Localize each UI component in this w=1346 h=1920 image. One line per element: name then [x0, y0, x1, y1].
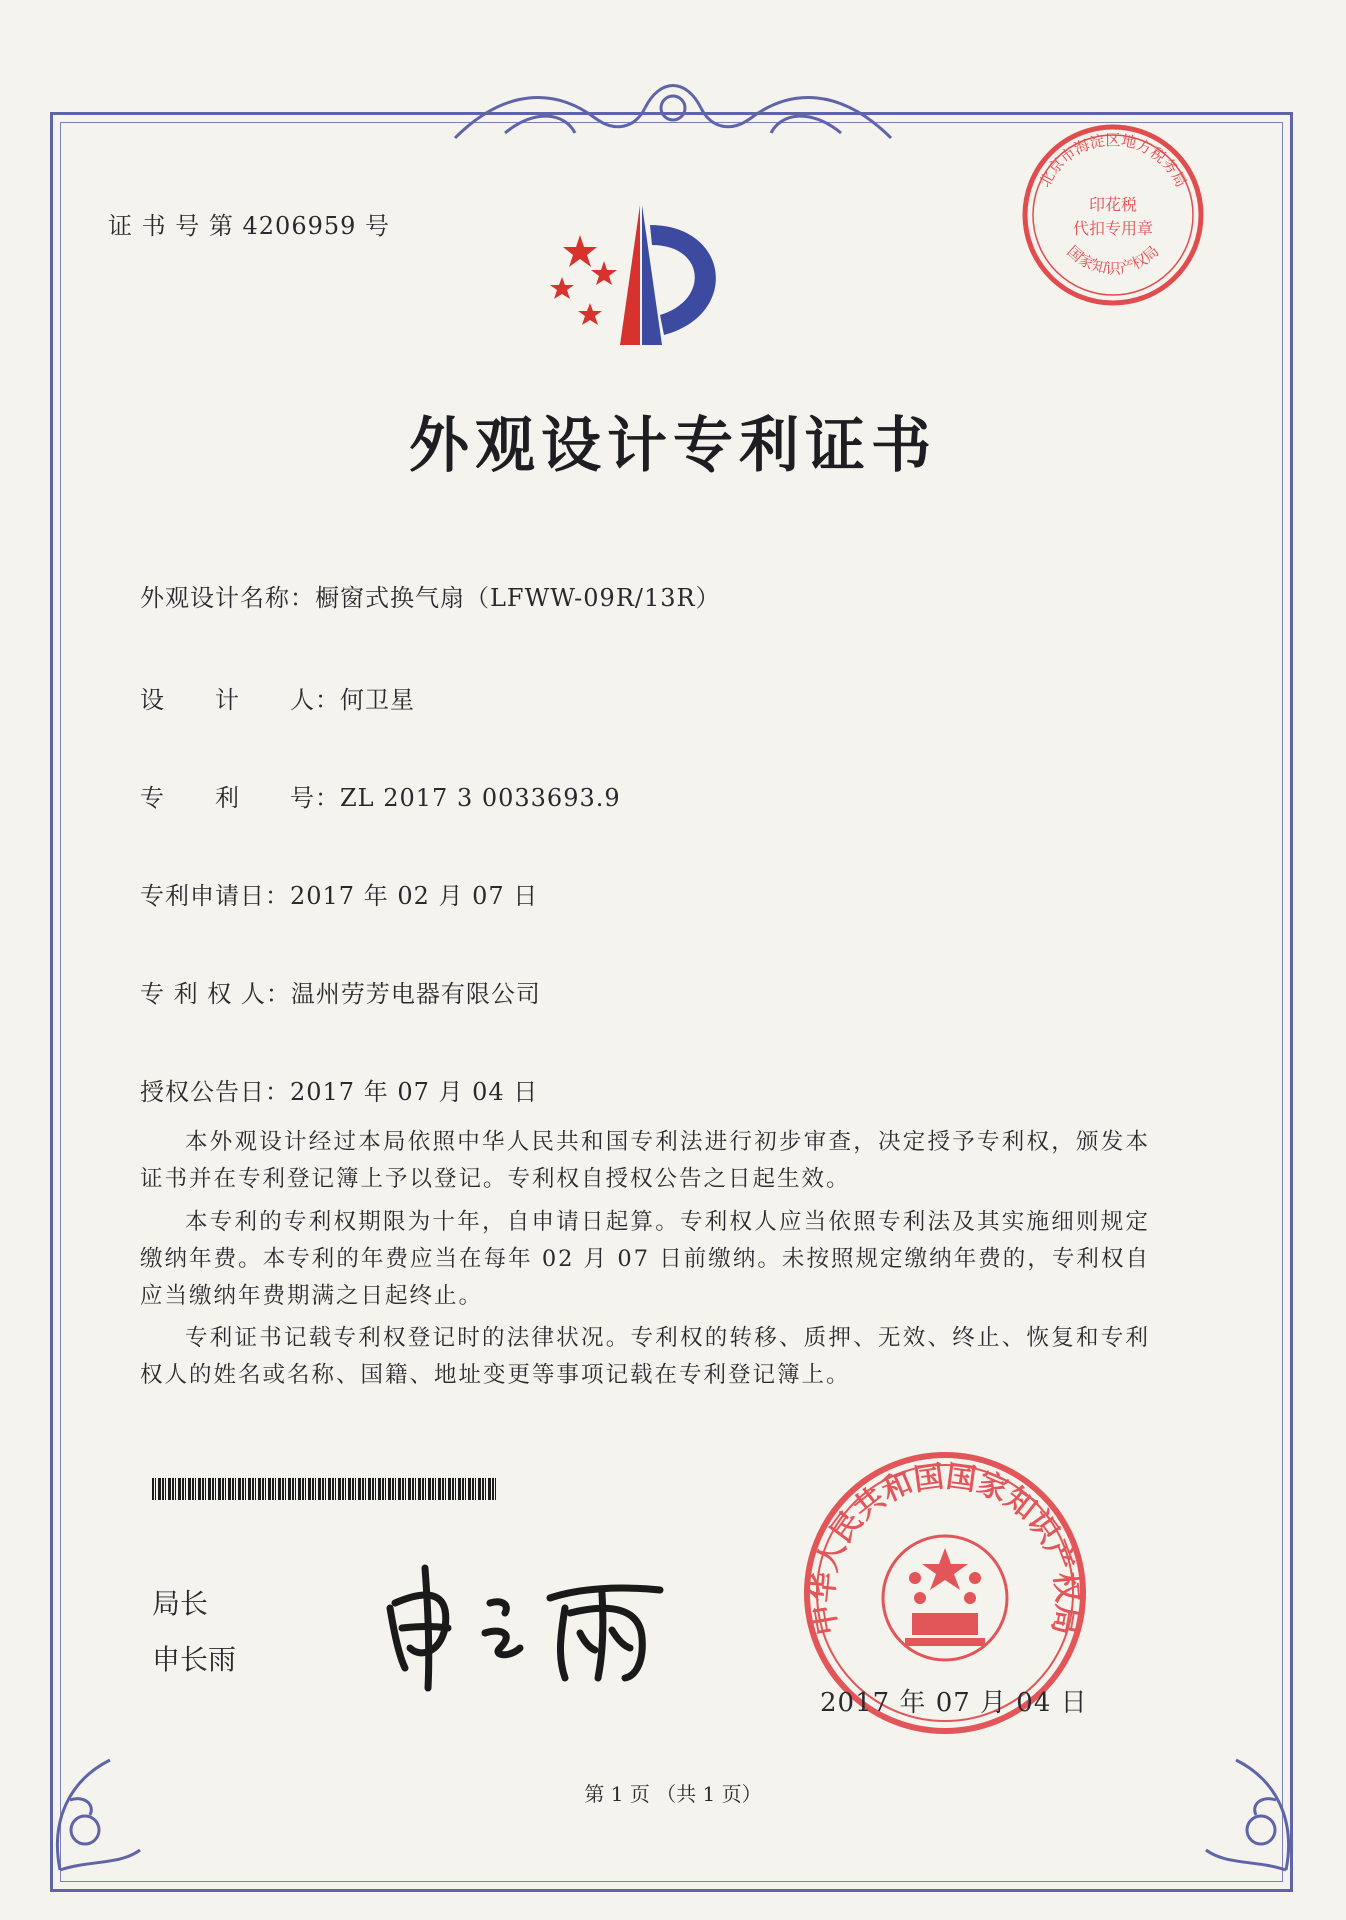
tax-seal-outer-text: 北京市海淀区地方税务局 [1035, 131, 1191, 191]
paragraph-term: 本专利的专利权期限为十年，自申请日起算。专利权人应当依照专利法及其实施细则规定缴纳年费。本专利的年费应当在每年 02 月 07 日前缴纳。未按照规定缴纳年费的，专利权自应当缴纳年费期满之日起终止。 [140, 1209, 1150, 1309]
tax-seal-inner-line1: 印花税 [1088, 195, 1138, 214]
director-title: 局长 [152, 1587, 209, 1620]
top-ornament [445, 78, 901, 148]
field-value: 2017 年 02 月 07 日 [290, 882, 539, 910]
corner-ornament-right [1196, 1720, 1306, 1880]
field-design-name [140, 578, 721, 613]
field-patentee [140, 974, 541, 1009]
field-patent-number [140, 778, 621, 813]
field-grant-date [140, 1072, 538, 1107]
field-label: 专 利 权 人： [140, 980, 291, 1008]
page-number: 第 1 页 （共 1 页） [584, 1782, 762, 1806]
field-label: 外观设计名称： [140, 584, 315, 612]
corner-ornament-left [40, 1720, 150, 1880]
seal-date: 2017 年 07 月 04 日 [820, 1688, 1088, 1718]
field-label: 专利申请日： [140, 882, 290, 910]
field-application-date [140, 876, 538, 911]
field-label: 专 利 号： [140, 784, 340, 812]
svg-text:北京市海淀区地方税务局 [1036, 131, 1191, 190]
field-designer [140, 680, 415, 715]
svg-text:国家知识产权局 [1063, 242, 1162, 277]
director-signature [380, 1548, 680, 1698]
patent-office-emblem [540, 195, 750, 355]
field-value: 橱窗式换气扇（LFWW-09R/13R） [315, 584, 721, 612]
paragraph-grant: 本外观设计经过本局依照中华人民共和国专利法进行初步审查，决定授予专利权，颁发本证书并在专利登记簿上予以登记。专利权自授权公告之日起生效。 [140, 1129, 1150, 1192]
field-label: 授权公告日： [140, 1078, 290, 1106]
seal-main-text: 中华人民共和国国家知识产权局 [805, 1459, 1085, 1638]
field-value: 2017 年 07 月 04 日 [290, 1078, 539, 1106]
tax-seal-inner-line2: 代扣专用章 [1072, 219, 1154, 238]
field-value: 温州劳芳电器有限公司 [290, 980, 541, 1008]
field-value: 何卫星 [340, 686, 415, 714]
page-title: 外观设计专利证书 [409, 411, 937, 481]
paragraph-legal-status: 专利证书记载专利权登记时的法律状况。专利权的转移、质押、无效、终止、恢复和专利权人的姓名或名称、国籍、地址变更等事项记载在专利登记簿上。 [140, 1325, 1150, 1388]
field-value: ZL 2017 3 0033693.9 [340, 784, 621, 812]
tax-seal-bottom-text: 国家知识产权局 [1063, 242, 1163, 278]
director-name: 申长雨 [152, 1643, 237, 1676]
field-label: 设 计 人： [140, 686, 340, 714]
barcode [152, 1478, 498, 1500]
tax-stamp-seal [1018, 120, 1208, 310]
certificate-number: 证 书 号 第 4206959 号 [108, 212, 391, 240]
